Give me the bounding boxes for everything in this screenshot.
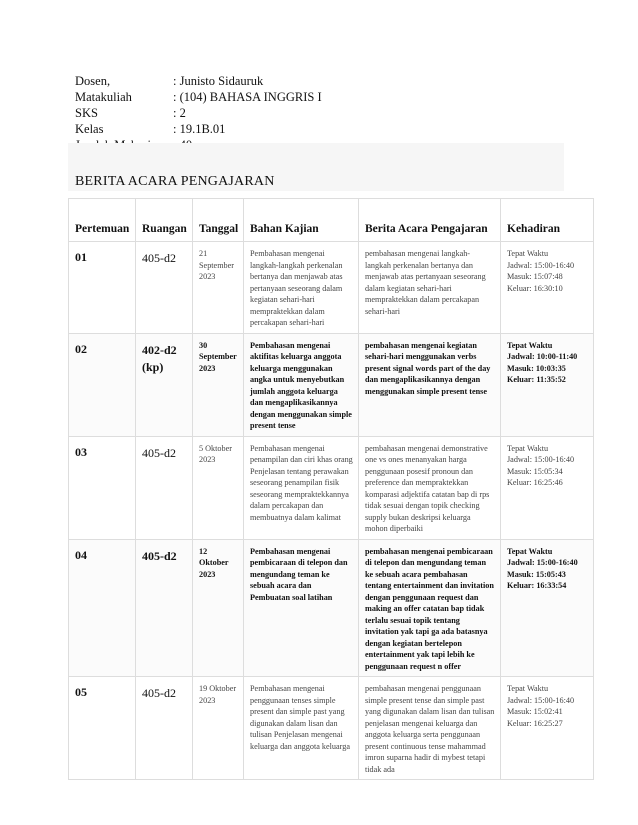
info-key: Dosen, [75, 74, 111, 88]
table-row [69, 436, 594, 539]
info-key: Kelas [75, 122, 104, 136]
info-row-sks [75, 105, 322, 121]
cell-ruangan: 402-d2 (kp) [136, 333, 193, 436]
kehadiran-status: Tepat Waktu [507, 249, 549, 258]
table-row [69, 242, 594, 334]
section-title: BERITA ACARA PENGAJARAN [75, 174, 275, 189]
cell-tanggal: 12 Oktober 2023 [193, 539, 244, 677]
kehadiran-status: Tepat Waktu [507, 340, 553, 350]
kehadiran-keluar: Keluar: 16:25:27 [507, 718, 563, 728]
cell-tanggal: 19 Oktober 2023 [193, 677, 244, 780]
info-value: : 2 [173, 106, 186, 120]
cell-pertemuan: 02 [69, 333, 136, 436]
table-row [69, 333, 594, 436]
cell-kehadiran [501, 333, 594, 436]
cell-kehadiran [501, 242, 594, 334]
cell-bahan-kajian: Pembahasan mengenai aktifitas keluarga anggota keluarga menggunakan angka untuk menyebutkan jumlah anggota keluarga dan mengaplikasikannya dengan menggunakan simple present tense [244, 333, 359, 436]
cell-berita-acara: pembahasan mengenai penggunaan simple present tense dan simple past yang digunakan dalam lisan dan tulisan penjelasan mengenai keluarga dan anggota keluarga serta penggunaan present continuous tense mahammad imron suparna hadir di mybest tetapi tidak ada [359, 677, 501, 780]
info-value: : (104) BAHASA INGGRIS I [173, 90, 322, 104]
header-tanggal: Tanggal [193, 199, 244, 242]
cell-pertemuan: 01 [69, 242, 136, 334]
info-key: Matakuliah [75, 90, 132, 104]
cell-ruangan: 405-d2 [136, 242, 193, 334]
kehadiran-masuk: Masuk: 15:07:48 [507, 272, 563, 281]
cell-berita-acara: pembahasan mengenai kegiatan sehari-hari menggunakan verbs present signal words part of the day dan mengaplikasikannya dengan menggunakan simple present tense [359, 333, 501, 436]
cell-tanggal: 5 Oktober 2023 [193, 436, 244, 539]
header-pertemuan: Pertemuan [69, 199, 136, 242]
cell-bahan-kajian: Pembahasan mengenai penggunaan tenses simple present dan simple past yang digunakan dalam lisan dan tulisan Penjelasan mengenai keluarga dan anggota keluarga [244, 677, 359, 780]
header-berita-acara: Berita Acara Pengajaran [359, 199, 501, 242]
kehadiran-keluar: Keluar: 16:25:46 [507, 478, 563, 487]
kehadiran-masuk: Masuk: 15:02:41 [507, 707, 563, 716]
kehadiran-keluar: Keluar: 16:30:10 [507, 283, 563, 293]
cell-ruangan: 405-d2 [136, 677, 193, 780]
kehadiran-keluar: Keluar: 11:35:52 [507, 375, 566, 384]
cell-bahan-kajian: Pembahasan mengenai langkah-langkah perkenalan bertanya dan menjawab atas pertanyaan seseorang dalam kegiatan sehari-hari mempraktekkan dalam percakapan sehari-hari [244, 242, 359, 334]
cell-bahan-kajian: Pembahasan mengenai pembicaraan di telepon dan mengundang teman ke sebuah acara dan Pembuatan soal latihan [244, 539, 359, 677]
cell-tanggal: 30 September 2023 [193, 333, 244, 436]
kehadiran-status: Tepat Waktu [507, 684, 549, 693]
course-info [75, 73, 322, 153]
info-value: : 19.1B.01 [173, 122, 226, 136]
cell-berita-acara: pembahasan mengenai demonstrative one vs ones menanyakan harga penggunaan posesif pronoun dan preference dan mempraktekkan komparasi adjektifa catatan bap di rps tidak sesuai dengan topik checking supply bukan deskripsi keluarga mohon diperbaiki [359, 436, 501, 539]
cell-pertemuan: 04 [69, 539, 136, 677]
table-row [69, 539, 594, 677]
kehadiran-jadwal: Jadwal: 15:00-16:40 [507, 455, 575, 464]
kehadiran-masuk: Masuk: 15:05:43 [507, 569, 566, 579]
kehadiran-status: Tepat Waktu [507, 443, 549, 453]
kehadiran-status: Tepat Waktu [507, 546, 553, 556]
kehadiran-jadwal: Jadwal: 10:00-11:40 [507, 352, 578, 361]
cell-kehadiran [501, 539, 594, 677]
header-ruangan: Ruangan [136, 199, 193, 242]
cell-pertemuan: 05 [69, 677, 136, 780]
cell-tanggal: 21 September 2023 [193, 242, 244, 334]
cell-berita-acara: pembahasan mengenai pembicaraan di telepon dan mengundang teman ke sebuah acara pembahasan tentang entertainment dan invitation dengan penggunaan request dan making an offer catatan bap tidak terlalu sesuai topik tentang invitation yak tapi ga ada batasnya dengan kegiatan bertelepon entertainment yak tapi lebih ke penggunaan request n offer [359, 539, 501, 677]
info-key: SKS [75, 106, 98, 120]
info-row-dosen [75, 73, 322, 89]
kehadiran-masuk: Masuk: 10:03:35 [507, 363, 566, 373]
teaching-record-table [68, 198, 594, 780]
kehadiran-masuk: Masuk: 15:05:34 [507, 466, 563, 476]
info-value: : Junisto Sidauruk [173, 74, 264, 88]
info-row-kelas [75, 121, 322, 137]
header-kehadiran: Kehadiran [501, 199, 594, 242]
kehadiran-jadwal: Jadwal: 15:00-16:40 [507, 260, 575, 270]
cell-ruangan: 405-d2 [136, 436, 193, 539]
table-header-row [69, 199, 594, 242]
kehadiran-jadwal: Jadwal: 15:00-16:40 [507, 558, 578, 567]
cell-bahan-kajian: Pembahasan mengenai penampilan dan ciri khas orang Penjelasan tentang perawakan seseorang penampilan fisik seseorang mempraktekkannya dalam percakapan dan membuatnya dalam kalimat [244, 436, 359, 539]
table-row [69, 677, 594, 780]
cell-pertemuan: 03 [69, 436, 136, 539]
kehadiran-jadwal: Jadwal: 15:00-16:40 [507, 695, 575, 705]
cell-kehadiran [501, 436, 594, 539]
cell-ruangan: 405-d2 [136, 539, 193, 677]
info-row-matakuliah [75, 89, 322, 105]
cell-kehadiran [501, 677, 594, 780]
cell-berita-acara: pembahasan mengenai langkah-langkah perkenalan bertanya dan menjawab atas pertanyaan seseorang dalam kegiatan sehari-hari mempraktekkan dalam percakapan sehari-hari [359, 242, 501, 334]
header-bahan-kajian: Bahan Kajian [244, 199, 359, 242]
kehadiran-keluar: Keluar: 16:33:54 [507, 581, 567, 590]
